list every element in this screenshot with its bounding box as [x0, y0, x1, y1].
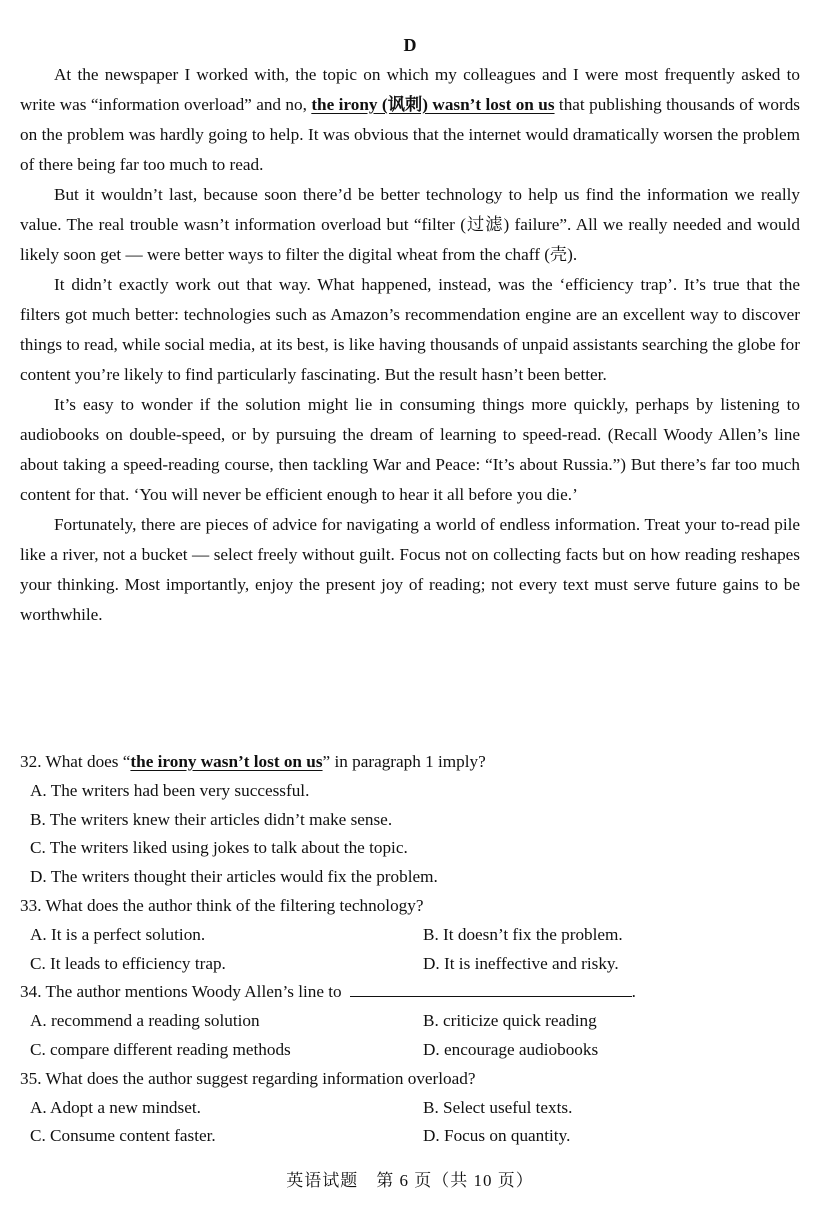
question-35-option-a[interactable]: A. Adopt a new mindset.: [30, 1097, 201, 1117]
paragraph-3: It didn’t exactly work out that way. What happened, instead, was the ‘efficiency trap’. It’s true that the filters got much better: technologies such as Amazon’s recommendation engine are an excellent way to discover things to read, while social media, at its best, is like having thousands of unpaid assistants searching the globe for content you’re likely to find particularly fascinating. But the result hasn’t been better.: [20, 275, 800, 384]
question-34-option-a[interactable]: A. recommend a reading solution: [30, 1011, 260, 1031]
question-32-option-c[interactable]: C. The writers liked using jokes to talk about the topic.: [30, 838, 408, 858]
paragraph-1: [20, 60, 800, 180]
question-34-text: 34. The author mentions Woody Allen’s line to: [20, 982, 342, 1002]
question-33-row-1: [20, 921, 810, 950]
answer-blank[interactable]: [350, 978, 632, 997]
question-33-row-2: [20, 950, 810, 979]
question-34-row-1: [20, 1007, 810, 1036]
question-35-row-1: [20, 1094, 810, 1123]
question-32-stem: [20, 748, 810, 777]
question-35-stem: 35. What does the author suggest regarding information overload?: [20, 1068, 476, 1088]
page-footer: 英语试题 第 6 页（共 10 页）: [286, 1171, 534, 1190]
reading-passage: [20, 60, 800, 630]
question-35-option-c[interactable]: C. Consume content faster.: [30, 1126, 216, 1146]
highlighted-phrase: the irony (讽刺) wasn’t lost on us: [311, 95, 555, 114]
paragraph-1-before: At the newspaper I worked with, the topic on which my colleagues and I were most frequently asked to write was “information overload” and no,: [20, 65, 800, 114]
question-32-highlight: the irony wasn’t lost on us: [130, 752, 323, 771]
question-34-option-b[interactable]: B. criticize quick reading: [423, 1011, 597, 1031]
question-35-option-b[interactable]: B. Select useful texts.: [423, 1097, 573, 1117]
question-32-option-b[interactable]: B. The writers knew their articles didn’t make sense.: [30, 809, 393, 829]
question-32-option-a[interactable]: A. The writers had been very successful.: [30, 780, 310, 800]
question-35-row-2: [20, 1122, 810, 1151]
paragraph-1-after: that publishing thousands of words on the problem was hardly going to help. It was obvious that the internet would dramatically worsen the problem of there being far too much to read.: [20, 95, 800, 174]
paragraph-5: Fortunately, there are pieces of advice for navigating a world of endless information. Treat your to-read pile like a river, not a bucket — select freely without guilt. Focus not on collecting facts but on how reading reshapes your thinking. Most importantly, enjoy the present joy of reading; not every text must serve future gains to be worthwhile.: [20, 515, 800, 624]
question-33-option-c[interactable]: C. It leads to efficiency trap.: [30, 953, 226, 973]
question-34-stem: [20, 978, 810, 1007]
question-32-option-d[interactable]: D. The writers thought their articles would fix the problem.: [30, 867, 438, 887]
question-33-stem: 33. What does the author think of the filtering technology?: [20, 895, 424, 915]
question-35-option-d[interactable]: D. Focus on quantity.: [423, 1126, 571, 1146]
question-list: [20, 748, 810, 1151]
section-title: D: [403, 35, 417, 55]
paragraph-2: But it wouldn’t last, because soon there’d be better technology to help us find the information we really value. The real trouble wasn’t information overload but “filter (过滤) failure”. All we really needed and would likely soon get — were better ways to filter the digital wheat from the chaff (壳).: [20, 185, 800, 264]
paragraph-4: It’s easy to wonder if the solution might lie in consuming things more quickly, perhaps by listening to audiobooks on double-speed, or by pursuing the dream of learning to speed-read. (Recall Woody Allen’s line about taking a speed-reading course, then tackling War and Peace: “It’s about Russia.”) But there’s far too much content for that. ‘You will never be efficient enough to hear it all before you die.’: [20, 395, 800, 504]
question-33-option-a[interactable]: A. It is a perfect solution.: [30, 924, 206, 944]
question-34-end: .: [631, 982, 636, 1002]
question-34-option-d[interactable]: D. encourage audiobooks: [423, 1039, 599, 1059]
question-33-option-b[interactable]: B. It doesn’t fix the problem.: [423, 924, 623, 944]
question-32-suffix: ” in paragraph 1 imply?: [322, 752, 486, 771]
question-33-option-d[interactable]: D. It is ineffective and risky.: [423, 953, 619, 973]
question-34-row-2: [20, 1036, 810, 1065]
question-32-prefix: 32. What does “: [20, 752, 131, 771]
question-34-option-c[interactable]: C. compare different reading methods: [30, 1039, 291, 1059]
